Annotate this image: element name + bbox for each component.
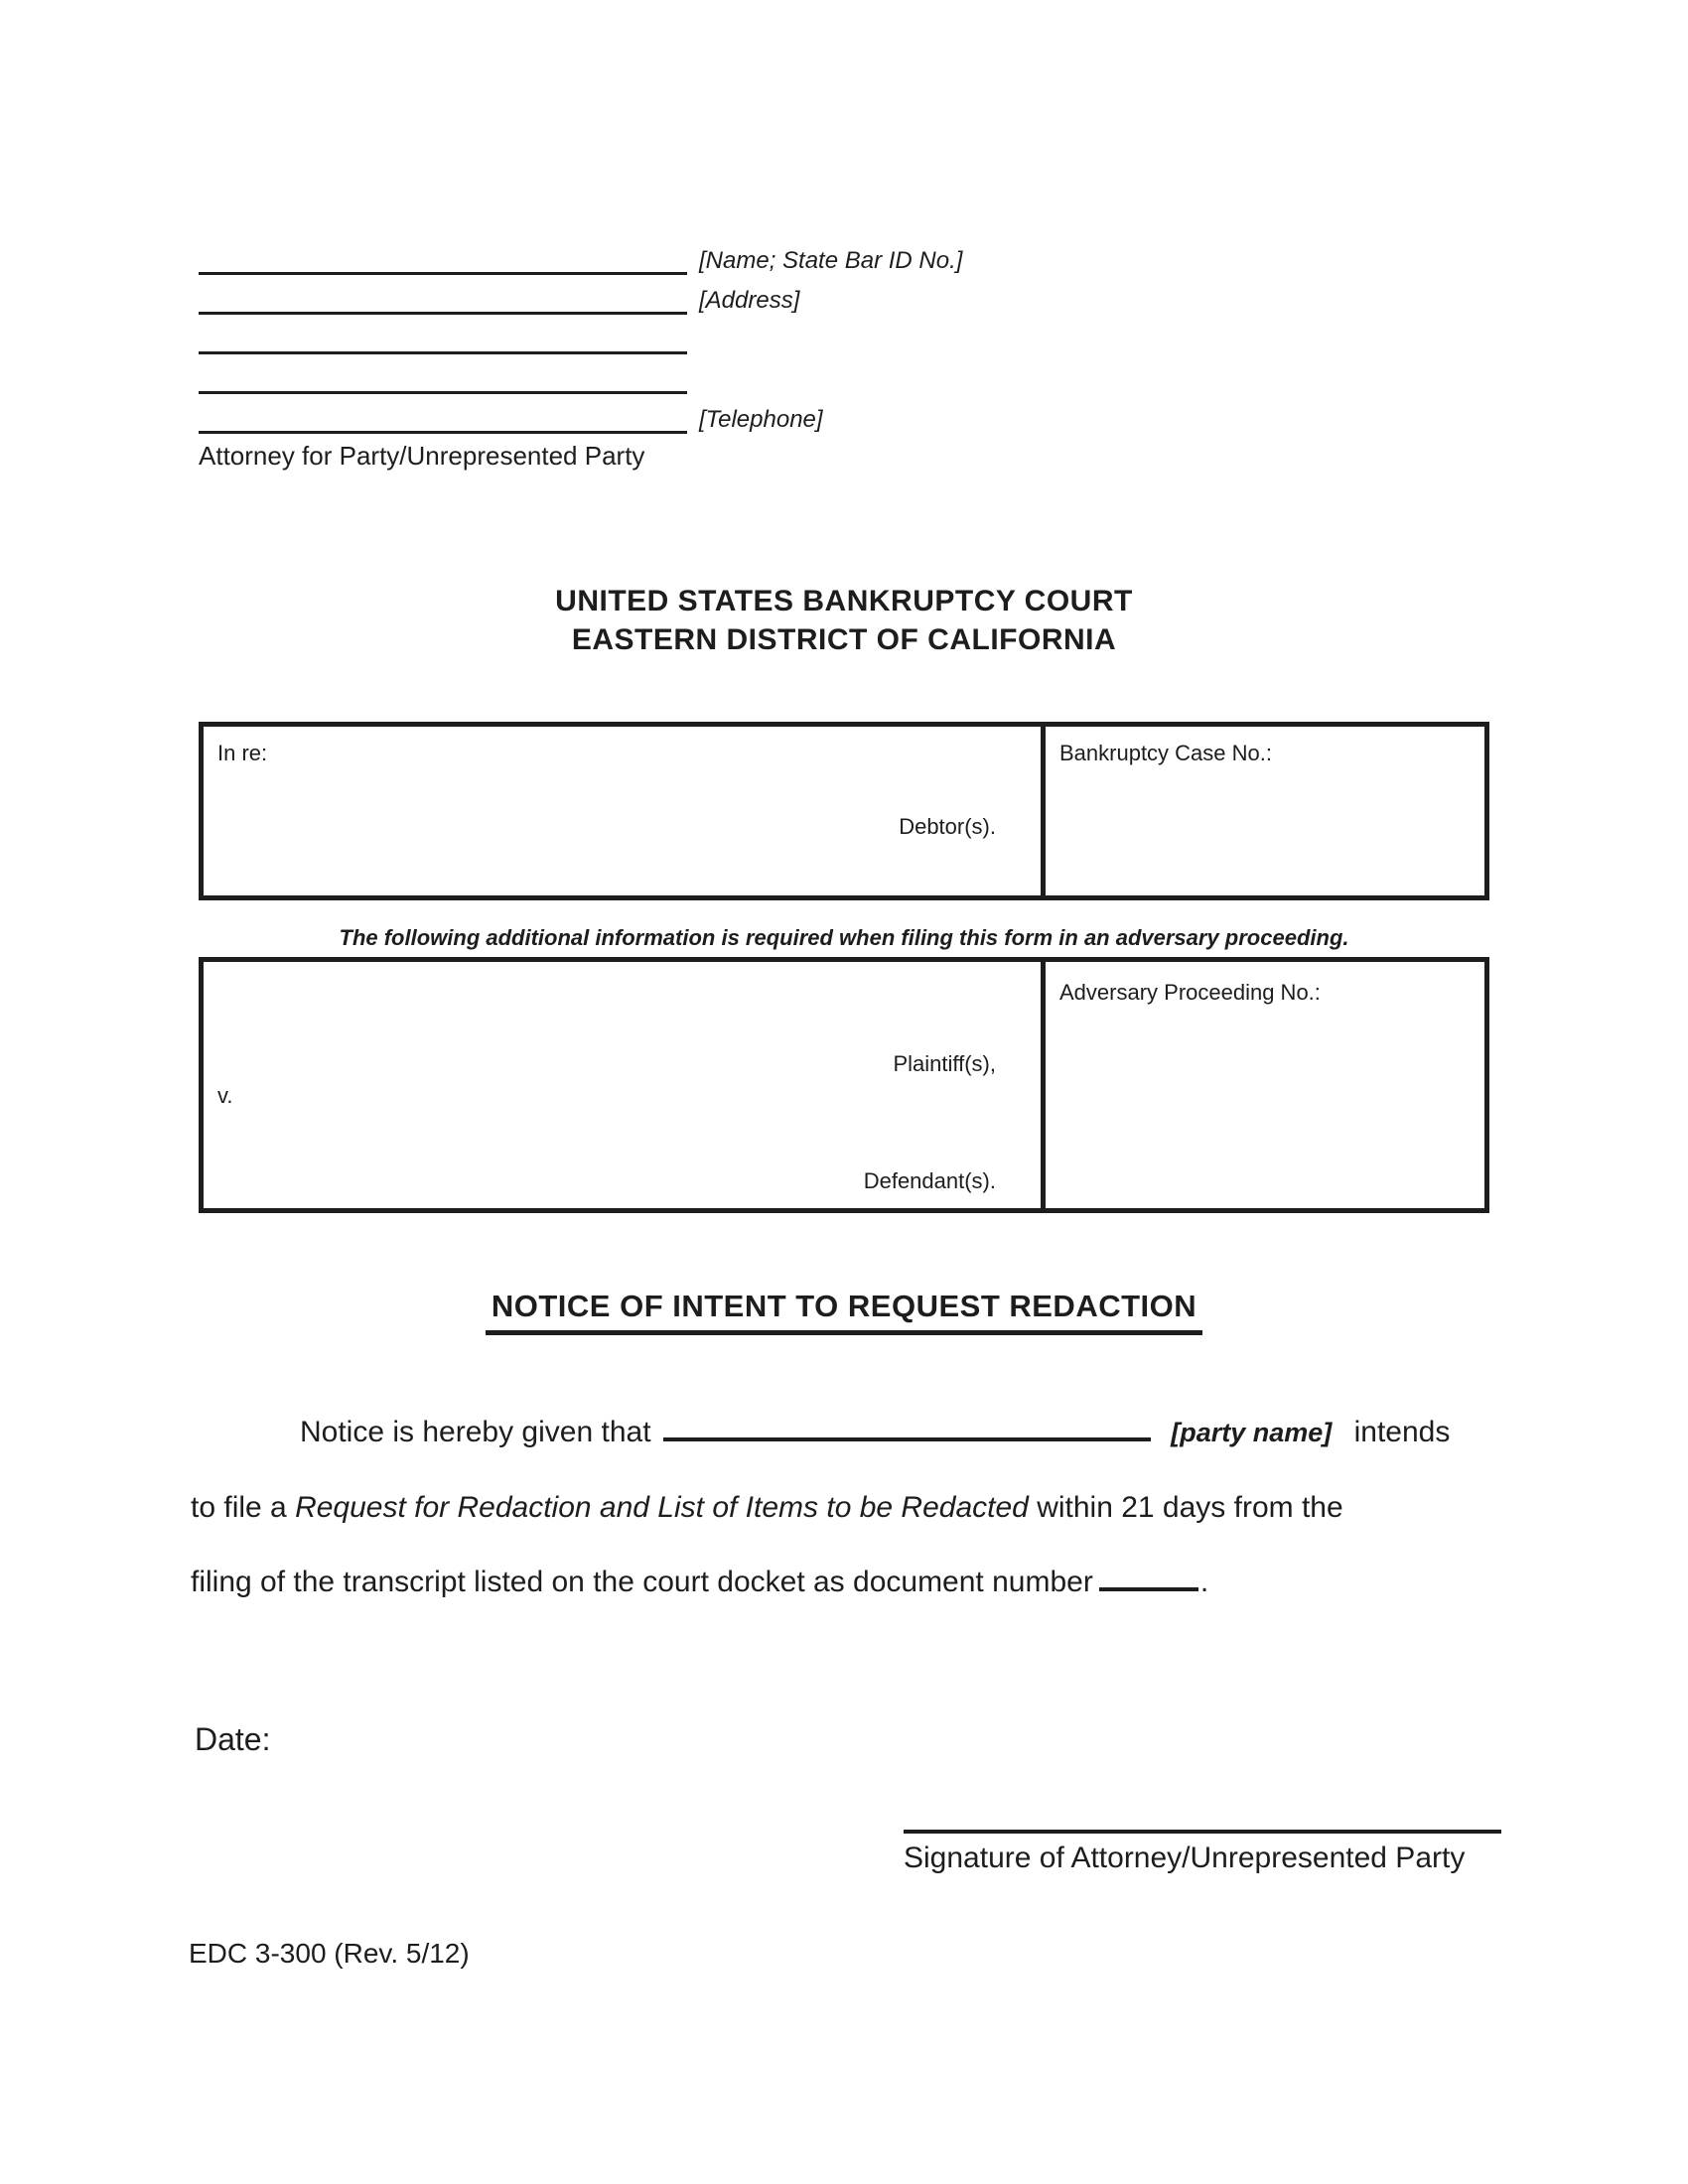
document-title xyxy=(0,1289,1688,1335)
defendants-label: Defendant(s). xyxy=(863,1168,996,1193)
bankruptcy-case-number-cell[interactable] xyxy=(1041,727,1484,895)
document-title-text: NOTICE OF INTENT TO REQUEST REDACTION xyxy=(486,1289,1202,1335)
adversary-proceeding-no-label: Adversary Proceeding No.: xyxy=(1059,980,1321,1005)
telephone-blank-field[interactable] xyxy=(199,391,687,434)
telephone-row xyxy=(199,394,962,434)
notice-line2-prefix: to file a xyxy=(191,1491,287,1524)
telephone-field-label: [Telephone] xyxy=(699,406,823,433)
notice-line1-suffix: intends xyxy=(1353,1416,1451,1448)
attorney-for-party-label: Attorney for Party/Unrepresented Party xyxy=(199,441,645,471)
form-number: EDC 3-300 (Rev. 5/12) xyxy=(189,1938,470,1969)
address-blank-field[interactable] xyxy=(199,272,687,315)
notice-line-1 xyxy=(191,1395,1511,1470)
court-district: EASTERN DISTRICT OF CALIFORNIA xyxy=(571,623,1117,656)
address-blank-field-2[interactable] xyxy=(199,312,687,354)
case-caption-box xyxy=(199,722,1489,900)
bankruptcy-case-no-label: Bankruptcy Case No.: xyxy=(1059,741,1272,765)
date-label: Date: xyxy=(195,1721,271,1757)
request-for-redaction-reference: Request for Redaction and List of Items to be Redacted xyxy=(295,1491,1029,1524)
address-blank-field-3[interactable] xyxy=(199,351,687,394)
debtors-label: Debtor(s). xyxy=(899,814,996,839)
adversary-caption-box xyxy=(199,957,1489,1213)
notice-line2-suffix: within 21 days from the xyxy=(1037,1491,1343,1524)
notice-line1-prefix: Notice is hereby given that xyxy=(300,1416,651,1448)
name-field-label: [Name; State Bar ID No.] xyxy=(699,247,963,274)
notice-paragraph xyxy=(191,1395,1511,1619)
in-re-label: In re: xyxy=(217,741,268,765)
party-name-placeholder: [party name] xyxy=(1171,1418,1333,1447)
name-row xyxy=(199,235,962,275)
address-field-label: [Address] xyxy=(699,287,800,314)
versus-label: v. xyxy=(217,1083,233,1108)
notice-line3-prefix: filing of the transcript listed on the court docket as document number xyxy=(191,1566,1093,1598)
address-row xyxy=(199,275,962,315)
signature-blank-field[interactable] xyxy=(904,1830,1501,1834)
adversary-proceeding-note: The following additional information is required when filing this form in an adversary proceeding. xyxy=(339,925,1349,950)
notice-line3-period: . xyxy=(1199,1566,1209,1598)
name-blank-field[interactable] xyxy=(199,232,687,275)
notice-line-2 xyxy=(191,1470,1511,1545)
address-row-2 xyxy=(199,315,962,354)
address-row-3 xyxy=(199,354,962,394)
adversary-number-cell[interactable] xyxy=(1041,962,1484,1208)
court-header xyxy=(0,582,1688,659)
document-number-blank-field[interactable] xyxy=(1099,1558,1198,1591)
parties-cell[interactable] xyxy=(204,962,1041,1208)
court-name: UNITED STATES BANKRUPTCY COURT xyxy=(555,585,1133,617)
attorney-info-block xyxy=(199,235,962,472)
plaintiffs-label: Plaintiff(s), xyxy=(893,1051,996,1076)
signature-caption: Signature of Attorney/Unrepresented Party xyxy=(904,1842,1466,1874)
notice-line-3 xyxy=(191,1545,1511,1619)
party-name-blank-field[interactable] xyxy=(663,1408,1151,1441)
debtor-name-cell[interactable] xyxy=(204,727,1041,895)
